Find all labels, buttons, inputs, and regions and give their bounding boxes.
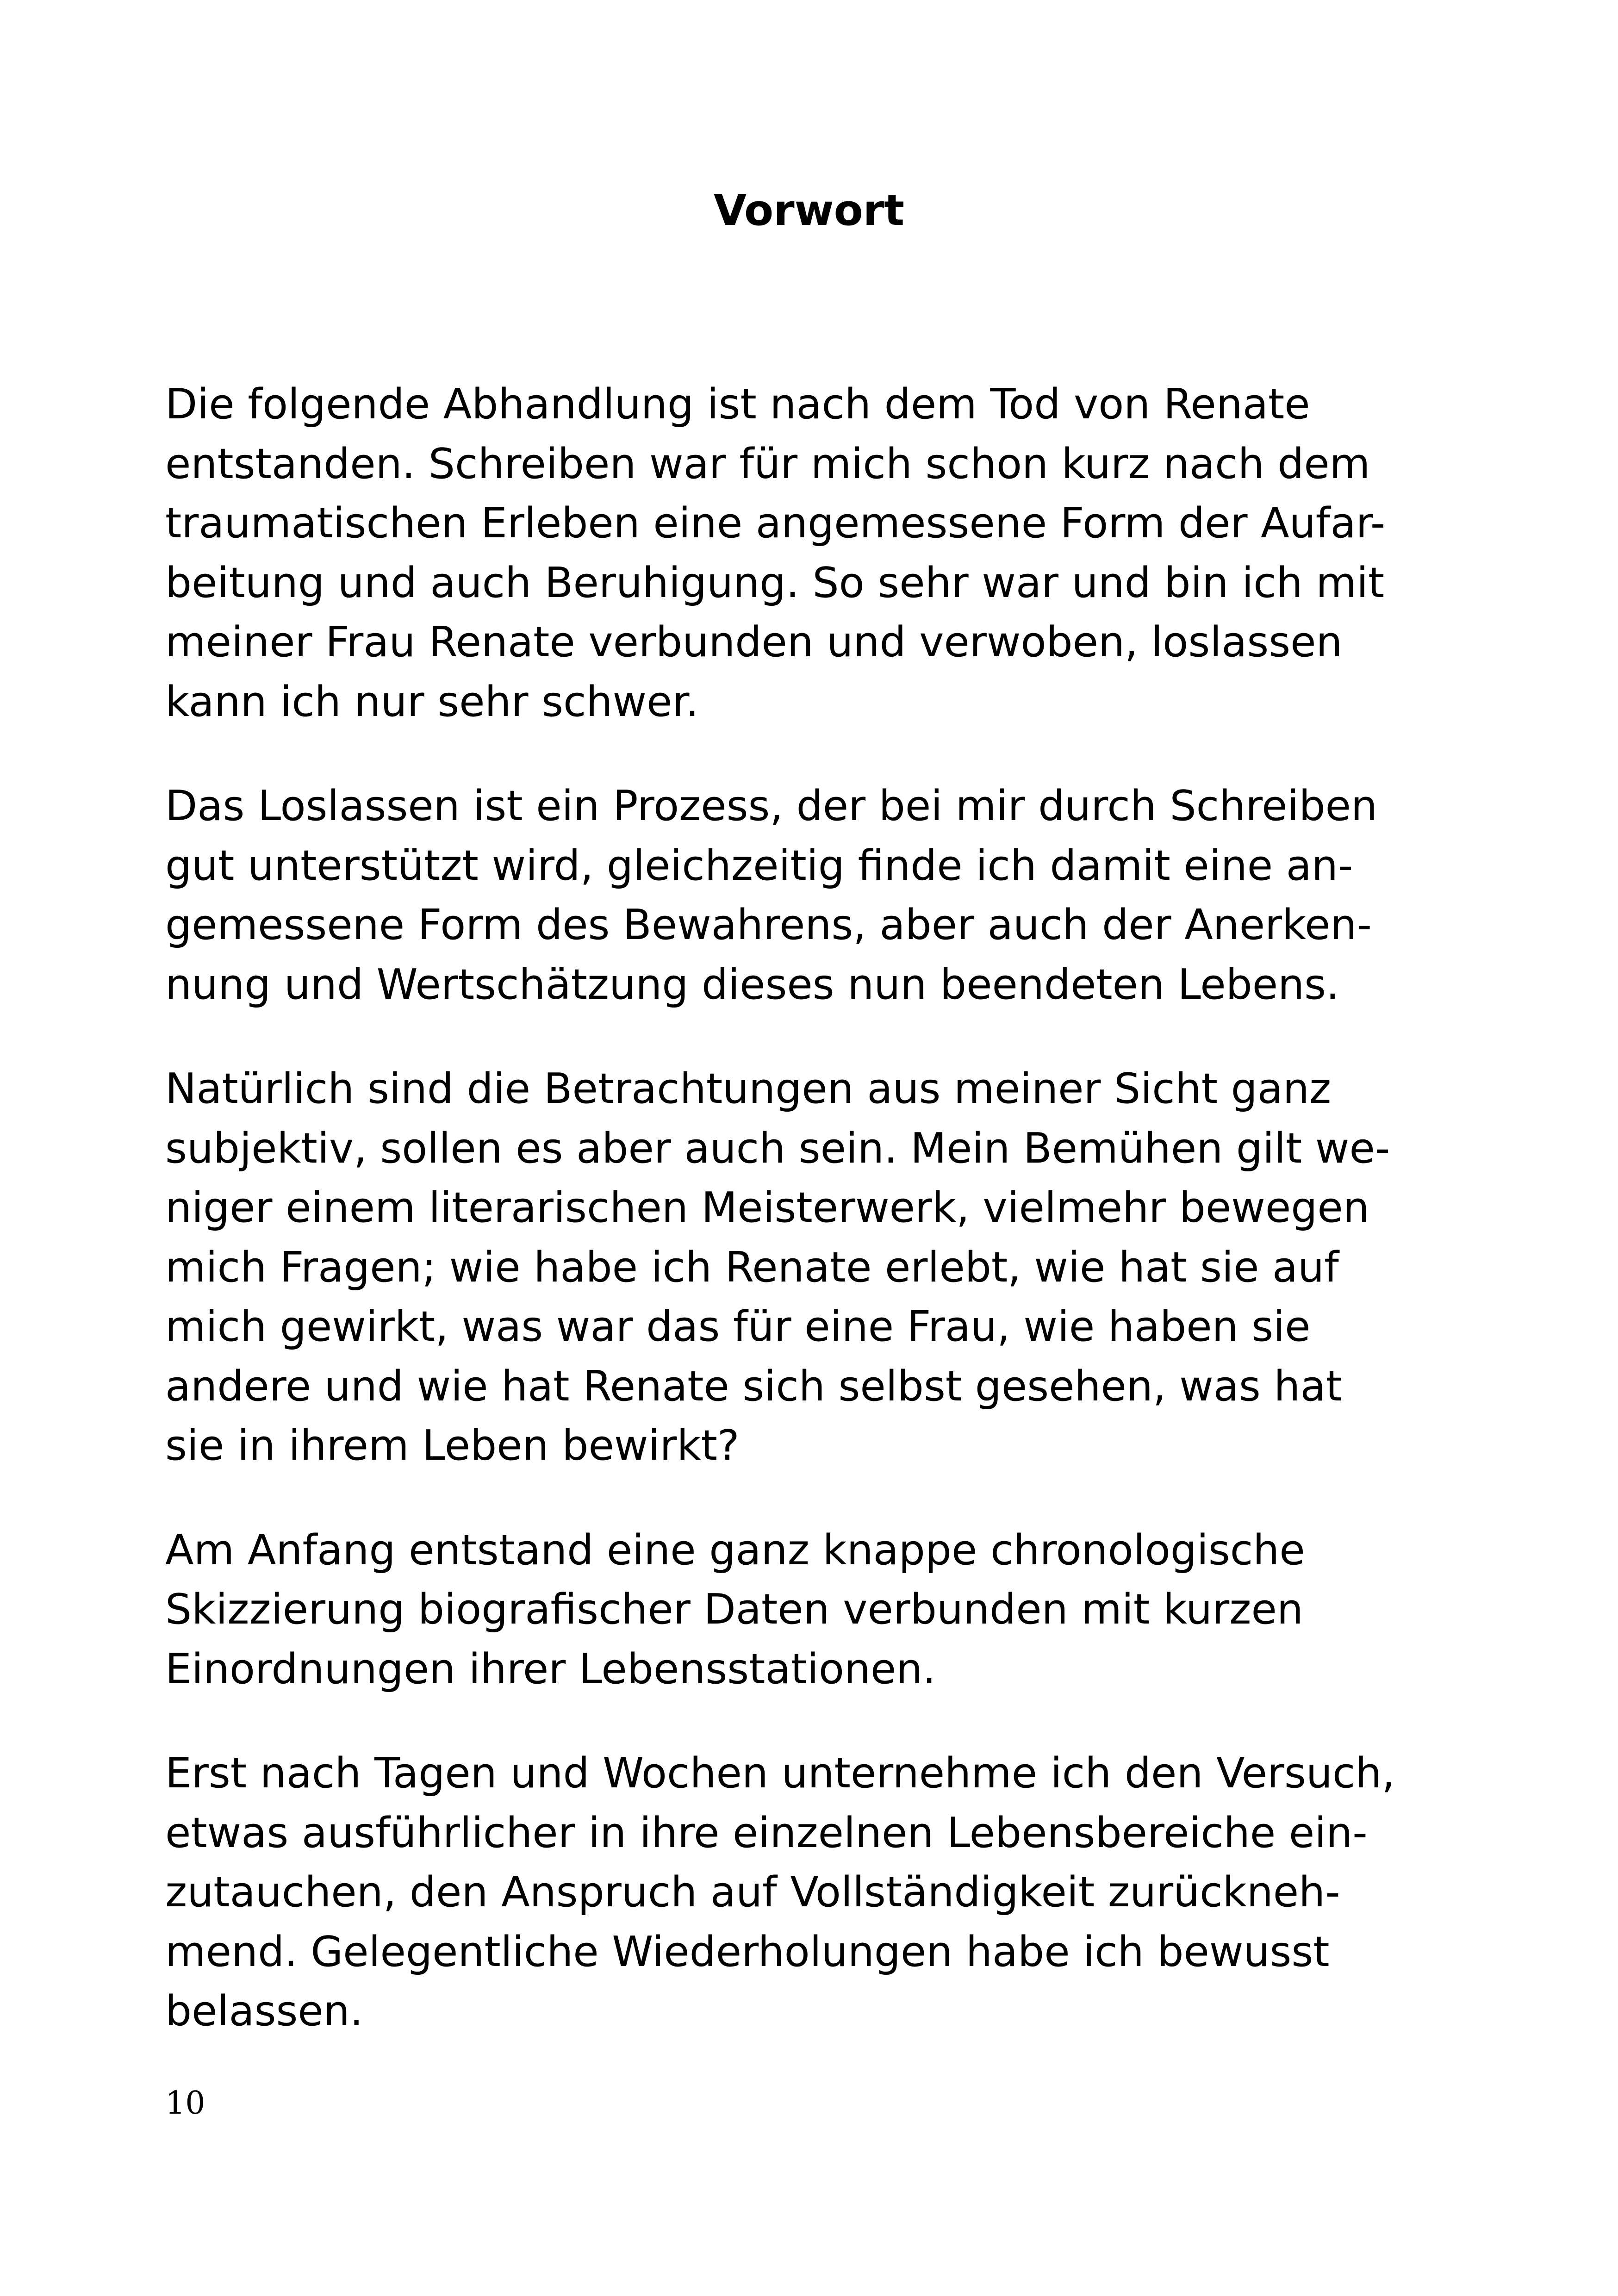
text-line: meiner Frau Renate verbunden und verwoben, loslassen: [165, 618, 1343, 666]
text-line: mend. Gelegentliche Wiederholungen habe ich bewusst: [165, 1927, 1330, 1976]
text-line: Erst nach Tagen und Wochen unternehme ich den Versuch,: [165, 1749, 1395, 1798]
text-line: mich gewirkt, was war das für eine Frau, wie haben sie: [165, 1302, 1311, 1351]
text-line: Die folgende Abhandlung ist nach dem Tod von Renate: [165, 380, 1310, 429]
text-line: mich Fragen; wie habe ich Renate erlebt, wie hat sie auf: [165, 1243, 1339, 1292]
text-line: kann ich nur sehr schwer.: [165, 677, 699, 726]
text-line: andere und wie hat Renate sich selbst gesehen, was hat: [165, 1362, 1342, 1411]
text-line: Das Loslassen ist ein Prozess, der bei mir durch Schreiben: [165, 782, 1378, 830]
text-line: gemessene Form des Bewahrens, aber auch der Anerken-: [165, 901, 1372, 949]
paragraph-3: [165, 1059, 1461, 1476]
text-line: Skizzierung biografischer Daten verbunden mit kurzen: [165, 1585, 1303, 1634]
text-line: traumatischen Erleben eine angemessene Form der Aufar-: [165, 499, 1386, 548]
paragraph-2: [165, 777, 1461, 1014]
text-line: entstanden. Schreiben war für mich schon kurz nach dem: [165, 439, 1370, 488]
text-line: Einordnungen ihrer Lebensstationen.: [165, 1644, 936, 1693]
text-line: subjektiv, sollen es aber auch sein. Mein Bemühen gilt we-: [165, 1124, 1390, 1173]
page-number: 10: [165, 2085, 205, 2122]
text-line: niger einem literarischen Meisterwerk, vielmehr bewegen: [165, 1183, 1369, 1232]
text-line: Am Anfang entstand eine ganz knappe chronologische: [165, 1525, 1305, 1574]
paragraph-5: [165, 1744, 1461, 2041]
paragraph-4: [165, 1521, 1461, 1699]
body-text: [165, 375, 1461, 2086]
text-line: etwas ausführlicher in ihre einzelnen Lebensbereiche ein-: [165, 1808, 1368, 1857]
page-title: Vorwort: [713, 186, 905, 235]
text-line: Natürlich sind die Betrachtungen aus meiner Sicht ganz: [165, 1064, 1332, 1113]
text-line: belassen.: [165, 1987, 363, 2035]
text-line: gut unterstützt wird, gleichzeitig finde ich damit eine an-: [165, 841, 1353, 890]
text-line: sie in ihrem Leben bewirkt?: [165, 1421, 740, 1470]
text-line: beitung und auch Beruhigung. So sehr war und bin ich mit: [165, 558, 1385, 607]
text-line: nung und Wertschätzung dieses nun beendeten Lebens.: [165, 960, 1339, 1009]
text-line: zutauchen, den Anspruch auf Vollständigkeit zurückneh-: [165, 1868, 1340, 1916]
paragraph-1: [165, 375, 1461, 732]
